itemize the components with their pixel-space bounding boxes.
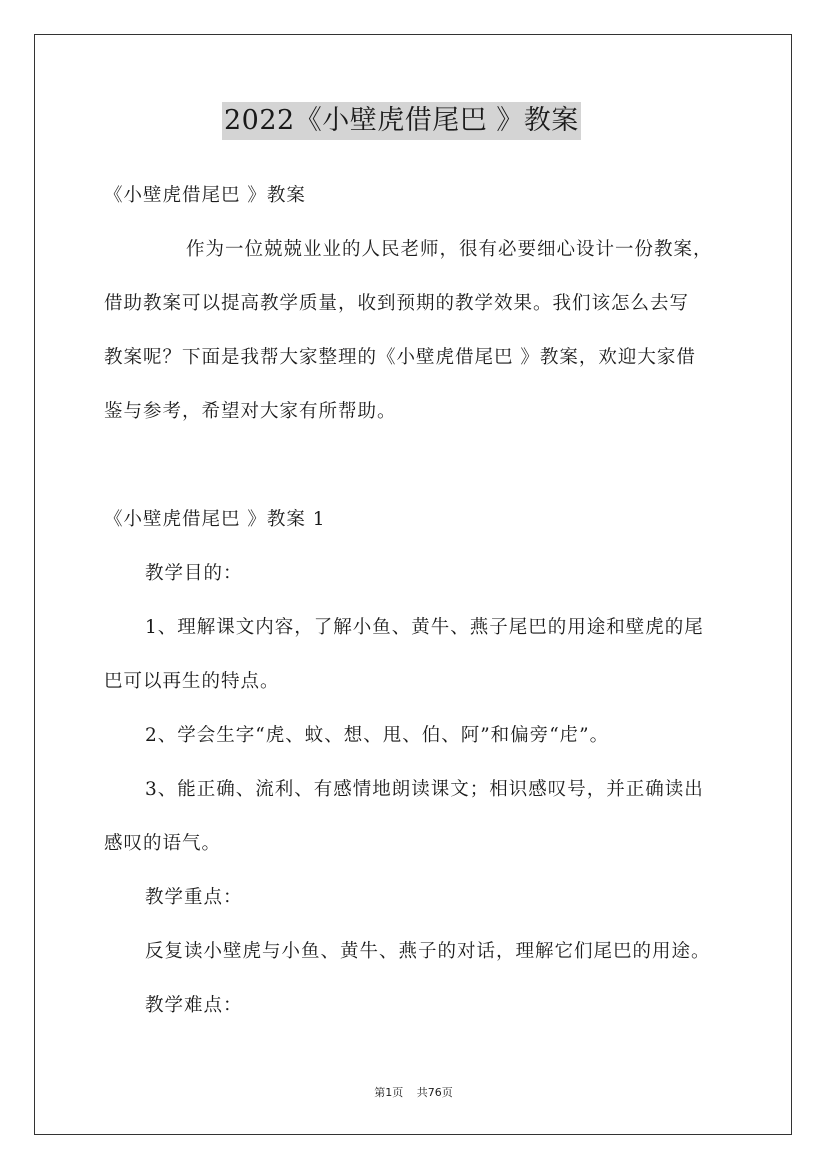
intro-line-3: 教案呢？下面是我帮大家整理的《小壁虎借尾巴 》教案，欢迎大家借 bbox=[104, 347, 696, 368]
body-line-5: 3、能正确、流利、有感情地朗读课文；相识感叹号，并正确读出 bbox=[145, 779, 704, 800]
body-line-1: 教学目的： bbox=[145, 563, 243, 584]
page-total: 共76页 bbox=[416, 1086, 453, 1099]
page-number: 第1页 bbox=[374, 1086, 404, 1099]
page-footer bbox=[0, 1086, 827, 1100]
document-title: 2022《小壁虎借尾巴 》教案 bbox=[222, 102, 581, 140]
body-line-3: 巴可以再生的特点。 bbox=[104, 671, 280, 692]
subtitle: 《小壁虎借尾巴 》教案 bbox=[104, 185, 306, 206]
body-line-2: 1、理解课文内容，了解小鱼、黄牛、燕子尾巴的用途和壁虎的尾 bbox=[145, 617, 704, 638]
body-line-8: 反复读小壁虎与小鱼、黄牛、燕子的对话，理解它们尾巴的用途。 bbox=[145, 941, 711, 962]
intro-line-4: 鉴与参考，希望对大家有所帮助。 bbox=[104, 401, 397, 422]
body-line-4: 2、学会生字“虎、蚊、想、甩、伯、阿”和偏旁“虍”。 bbox=[145, 725, 610, 746]
body-line-7: 教学重点： bbox=[145, 887, 243, 908]
section-heading: 《小壁虎借尾巴 》教案 1 bbox=[104, 509, 326, 530]
intro-line-2: 借助教案可以提高教学质量，收到预期的教学效果。我们该怎么去写 bbox=[104, 293, 690, 314]
body-line-9: 教学难点： bbox=[145, 995, 243, 1016]
intro-line-1: 作为一位兢兢业业的人民老师，很有必要细心设计一份教案， bbox=[186, 239, 713, 260]
body-line-6: 感叹的语气。 bbox=[104, 833, 222, 854]
